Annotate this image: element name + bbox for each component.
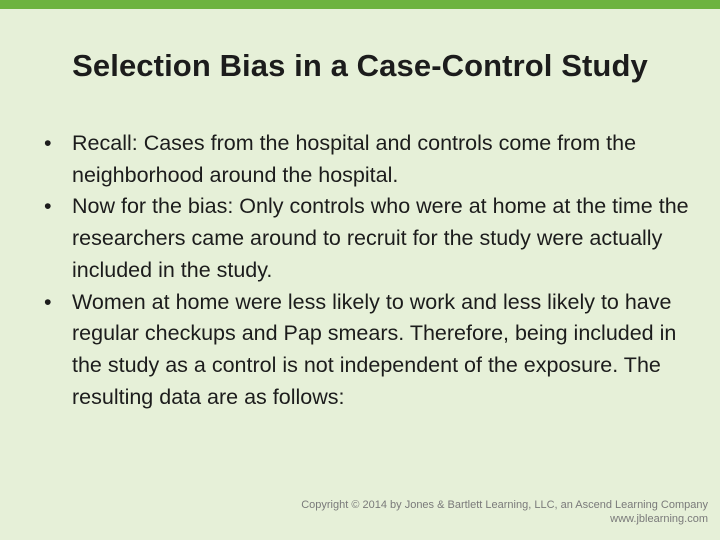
website-text: www.jblearning.com (610, 513, 708, 525)
bullet-text: Now for the bias: Only controls who were at home at the time the researchers came around to recruit for the study were actually included in the study. (72, 194, 689, 282)
bullet-dot-icon: • (44, 131, 52, 155)
bullet-text: Women at home were less likely to work and less likely to have regular checkups and Pap smears. Therefore, being included in the study as a control is not independent of the exposure. The resulting data are as follows: (72, 289, 677, 409)
bullet-list (44, 128, 694, 413)
bullet-text: Recall: Cases from the hospital and controls come from the neighborhood around the hospital. (72, 131, 637, 187)
bullet-dot-icon: • (44, 194, 52, 219)
copyright-footer (301, 498, 708, 526)
bullet-item-bias (44, 191, 694, 286)
top-accent-bar (0, 0, 720, 9)
bullet-item-recall (44, 128, 694, 191)
slide-title: Selection Bias in a Case-Control Study (72, 48, 648, 83)
bullet-dot-icon: • (44, 289, 52, 314)
bullet-item-women-at-home (44, 287, 694, 414)
copyright-text: Copyright © 2014 by Jones & Bartlett Learning, LLC, an Ascend Learning Company (301, 499, 708, 511)
